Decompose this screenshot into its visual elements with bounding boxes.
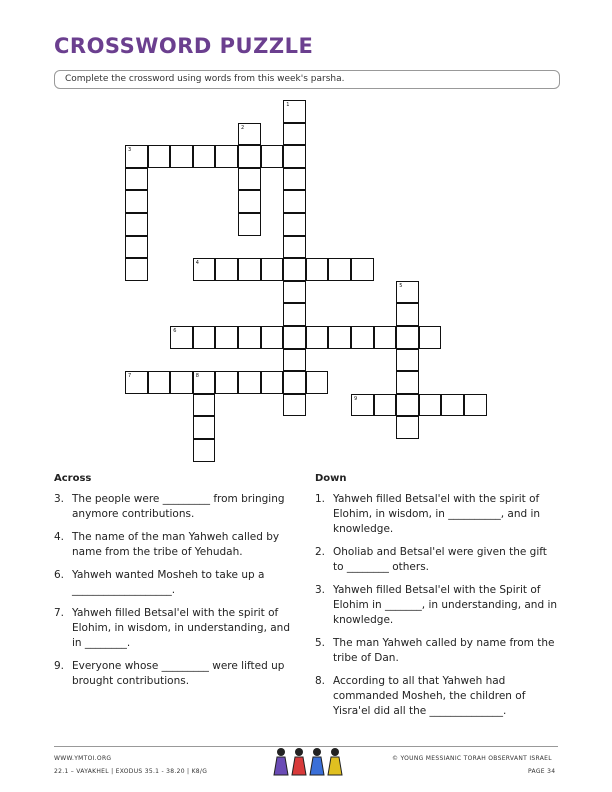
instructions-box: Complete the crossword using words from this week's parsha. [54, 70, 560, 89]
crossword-cell[interactable] [283, 303, 306, 326]
crossword-cell[interactable] [261, 326, 284, 349]
crossword-cell[interactable] [125, 190, 148, 213]
crossword-cell[interactable] [193, 145, 216, 168]
clue-label: 9. [54, 660, 65, 672]
crossword-cell[interactable] [148, 371, 171, 394]
clue-label: 1. [315, 493, 326, 505]
footer-reference: 22.1 – VAYAKHEL | EXODUS 35.1 - 38.20 | K8/G [54, 768, 208, 775]
crossword-cell[interactable] [419, 326, 442, 349]
across-clue [54, 568, 294, 598]
crossword-cell[interactable] [170, 145, 193, 168]
crossword-cell[interactable] [125, 213, 148, 236]
crossword-cell[interactable] [193, 439, 216, 462]
crossword-cell[interactable] [238, 258, 261, 281]
clue-label: 2. [315, 546, 326, 558]
crossword-cell[interactable] [283, 371, 306, 394]
clue-text: Yahweh filled Betsal'el with the spirit of Elohim, in wisdom, in __________, and in knowledge. [333, 493, 541, 535]
crossword-cell[interactable] [215, 145, 238, 168]
crossword-cell[interactable] [351, 326, 374, 349]
crossword-cell[interactable] [396, 281, 419, 304]
across-clue [54, 659, 294, 689]
crossword-cell[interactable] [328, 258, 351, 281]
clue-number: 2 [241, 124, 245, 131]
across-clue [54, 530, 294, 560]
footer-page-number: PAGE 34 [528, 768, 556, 775]
crossword-cell[interactable] [193, 326, 216, 349]
crossword-cell[interactable] [215, 258, 238, 281]
clue-number: 4 [195, 260, 199, 267]
crossword-cell[interactable] [351, 258, 374, 281]
crossword-cell[interactable] [283, 394, 306, 417]
clue-number: 9 [354, 395, 358, 402]
crossword-cell[interactable] [261, 371, 284, 394]
clue-label: 3. [315, 584, 326, 596]
clue-number: 1 [286, 102, 290, 108]
down-heading: Down [315, 473, 347, 484]
crossword-cell[interactable] [193, 258, 216, 281]
clue-text: Yahweh wanted Mosheh to take up a ___________________. [72, 569, 265, 596]
crossword-cell[interactable] [419, 394, 442, 417]
crossword-cell[interactable] [396, 371, 419, 394]
clue-text: The people were _________ from bringing anymore contributions. [72, 493, 285, 520]
crossword-cell[interactable] [396, 416, 419, 439]
crossword-cell[interactable] [283, 190, 306, 213]
crossword-cell[interactable] [125, 145, 148, 168]
crossword-cell[interactable] [261, 258, 284, 281]
crossword-cell[interactable] [193, 371, 216, 394]
crossword-cell[interactable] [283, 326, 306, 349]
down-clue [315, 492, 560, 537]
clue-label: 8. [315, 675, 326, 687]
crossword-cell[interactable] [283, 123, 306, 146]
crossword-cell[interactable] [193, 416, 216, 439]
crossword-cell[interactable] [283, 100, 306, 123]
crossword-cell[interactable] [306, 371, 329, 394]
down-clue-list [315, 492, 560, 727]
logo-figure [292, 748, 306, 775]
crossword-cell[interactable] [238, 123, 261, 146]
crossword-cell[interactable] [238, 371, 261, 394]
clue-number: 3 [128, 147, 132, 154]
crossword-cell[interactable] [283, 349, 306, 372]
logo-figure [328, 748, 342, 775]
clue-text: Oholiab and Betsal'el were given the gift to ________ others. [333, 546, 547, 573]
crossword-cell[interactable] [374, 326, 397, 349]
down-clue [315, 583, 560, 628]
clue-number: 5 [399, 282, 403, 289]
logo-figure [274, 748, 288, 775]
down-clue [315, 545, 560, 575]
across-clue [54, 606, 294, 651]
clue-number: 6 [173, 328, 177, 334]
crossword-cell[interactable] [238, 145, 261, 168]
crossword-cell[interactable] [328, 326, 351, 349]
down-clue [315, 674, 560, 719]
clue-label: 3. [54, 493, 65, 505]
across-clue [54, 492, 294, 522]
clue-label: 4. [54, 531, 65, 543]
crossword-cell[interactable] [238, 190, 261, 213]
clue-number: 8 [195, 373, 199, 380]
crossword-cell[interactable] [283, 145, 306, 168]
crossword-cell[interactable] [215, 371, 238, 394]
crossword-cell[interactable] [148, 145, 171, 168]
crossword-cell[interactable] [306, 258, 329, 281]
clue-text: The man Yahweh called by name from the tribe of Dan. [333, 637, 555, 664]
crossword-cell[interactable] [125, 258, 148, 281]
clue-text: The name of the man Yahweh called by name from the tribe of Yehudah. [72, 531, 280, 558]
crossword-cell[interactable] [125, 371, 148, 394]
crossword-cell[interactable] [283, 281, 306, 304]
crossword-cell[interactable] [441, 394, 464, 417]
crossword-cell[interactable] [238, 213, 261, 236]
clue-text: Everyone whose _________ were lifted up brought contributions. [72, 660, 285, 687]
crossword-cell[interactable] [170, 371, 193, 394]
crossword-cell[interactable] [396, 326, 419, 349]
crossword-cell[interactable] [306, 326, 329, 349]
clue-text: Yahweh filled Betsal'el with the spirit of Elohim, in wisdom, in understanding, and in ________. [72, 607, 290, 649]
ymtoi-logo [268, 745, 348, 779]
page-title: CROSSWORD PUZZLE [54, 34, 314, 58]
crossword-cell[interactable] [283, 213, 306, 236]
crossword-cell[interactable] [283, 258, 306, 281]
crossword-cell[interactable] [238, 168, 261, 191]
crossword-cell[interactable] [396, 394, 419, 417]
logo-figure [310, 748, 324, 775]
crossword-cell[interactable] [283, 168, 306, 191]
crossword-cell[interactable] [125, 236, 148, 259]
crossword-cell[interactable] [396, 303, 419, 326]
crossword-cell[interactable] [351, 394, 374, 417]
crossword-cell[interactable] [170, 326, 193, 349]
across-heading: Across [54, 473, 92, 484]
clue-number: 7 [128, 373, 132, 380]
crossword-cell[interactable] [261, 145, 284, 168]
footer-website: WWW.YMTOI.ORG [54, 755, 112, 762]
crossword-cell[interactable] [374, 394, 397, 417]
crossword-cell[interactable] [215, 326, 238, 349]
crossword-cell[interactable] [396, 349, 419, 372]
clue-label: 7. [54, 607, 65, 619]
down-clue [315, 636, 560, 666]
crossword-cell[interactable] [464, 394, 487, 417]
clue-text: According to all that Yahweh had commanded Mosheh, the children of Yisra'el did all the ______________. [333, 675, 526, 717]
crossword-cell[interactable] [125, 168, 148, 191]
across-clue-list [54, 492, 294, 697]
clue-label: 6. [54, 569, 65, 581]
crossword-cell[interactable] [193, 394, 216, 417]
crossword-cell[interactable] [283, 236, 306, 259]
footer-copyright: © YOUNG MESSIANIC TORAH OBSERVANT ISRAEL [392, 755, 552, 762]
crossword-cell[interactable] [238, 326, 261, 349]
clue-label: 5. [315, 637, 326, 649]
clue-text: Yahweh filled Betsal'el with the Spirit of Elohim in _______, in understanding, and in knowledge. [333, 584, 558, 626]
